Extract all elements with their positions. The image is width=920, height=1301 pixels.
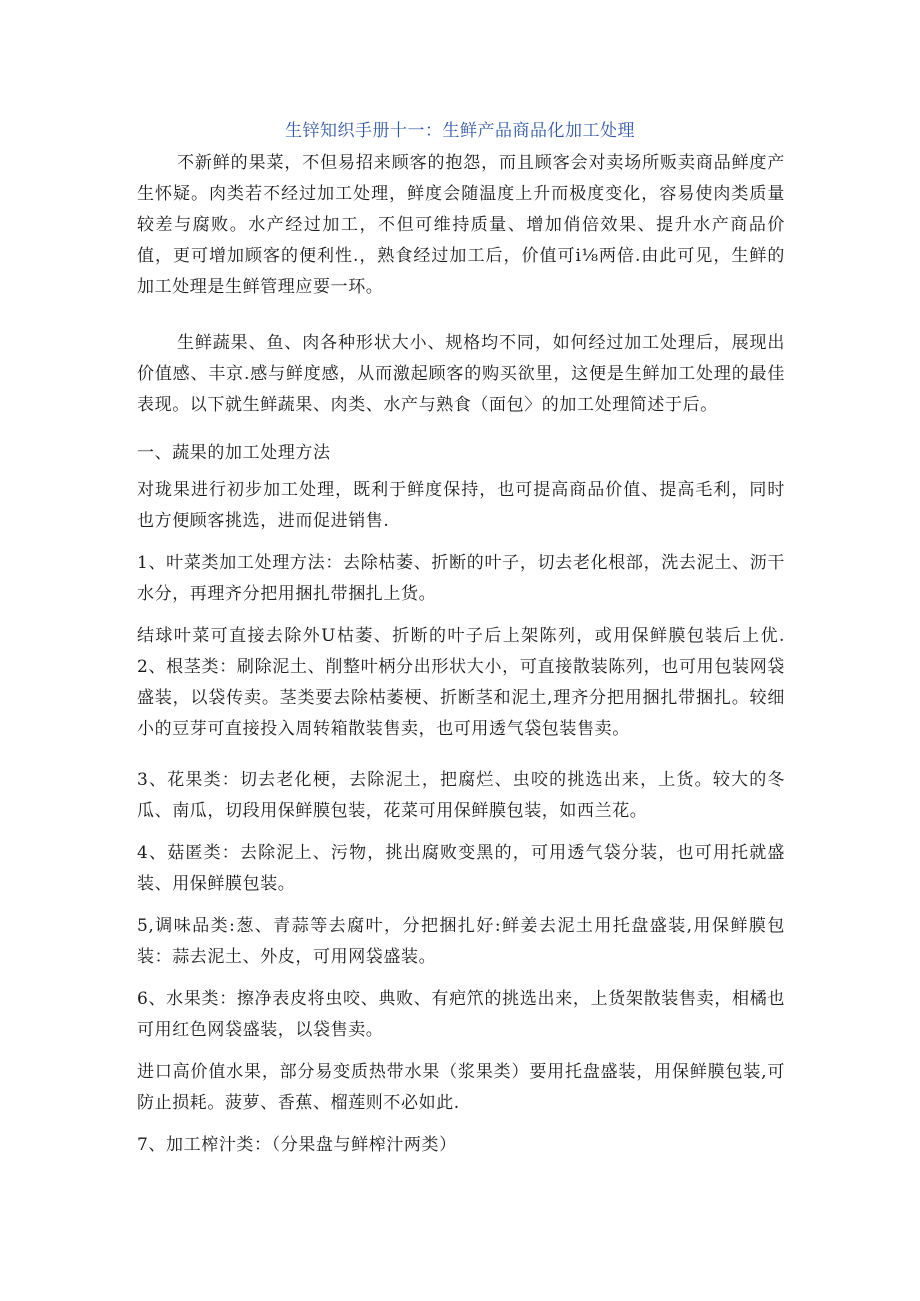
paragraph-flower-fruit: 3、花果类：切去老化梗，去除泥土，把腐烂、虫咬的挑选出来，上货。较大的冬瓜、南瓜，切段用保鲜膜包装，花菜可用保鲜膜包装，如西兰花。 (137, 770, 785, 821)
paragraph-imported-fruits: 进口高价值水果，部分易变质热带水果（浆果类）要用托盘盛装，用保鲜膜包装,可防止损耗。菠萝、香蕉、榴莲则不必如此. (137, 1062, 785, 1113)
paragraph-vegetables-intro: 对珑果进行初步加工处理，既利于鲜度保持，也可提高商品价值、提高毛利，同时也方便顾客挑选，进而促进销售. (137, 480, 785, 531)
paragraph-mushrooms: 4、菇匿类：去除泥上、污物，挑出腐败变黑的，可用透气袋分装，也可用托就盛装、用保鲜膜包装。 (137, 843, 785, 894)
paragraph-seasonings: 5,调味品类:葱、青蒜等去腐叶，分把捆扎好:鲜姜去泥土用托盘盛装,用保鲜膜包装：蒜去泥土、外皮，可用网袋盛装。 (137, 916, 785, 967)
paragraph-leafy-vegetables: 1、叶菜类加工处理方法：去除枯萎、折断的叶子，切去老化根部，洗去泥土、沥干水分，再理齐分把用捆扎带捆扎上货。 (137, 553, 785, 604)
section-heading-vegetables: 一、蔬果的加工处理方法 (137, 443, 331, 463)
paragraph-fruits: 6、水果类：擦净表皮将虫咬、典败、有疤笊的挑选出来，上货架散装售卖，相橘也可用红色网袋盛装，以袋售卖。 (137, 989, 785, 1040)
paragraph-root-vegetables: 结球叶菜可直接去除外U枯萎、折断的叶子后上架陈列，或用保鲜膜包装后上优. 2、根茎类：刷除泥土、削整叶柄分出形状大小，可直接散装陈列，也可用包装网袋盛装，以袋传卖。茎类要去除枯萎梗、折断茎和泥土,理齐分把用捆扎带捆扎。较细小的豆芽可直接投入周转箱散装售卖，也可用透气袋包装售卖。 (137, 626, 785, 739)
paragraph-juice: 7、加工榨汁类：（分果盘与鲜榨汁两类） (137, 1135, 457, 1155)
document-title: 生锌知织手册十一：生鲜产品商品化加工处理 (285, 121, 635, 141)
paragraph-overview: 生鲜蔬果、鱼、肉各种形状大小、规格均不同，如何经过加工处理后，展现出价值感、丰京.感与鲜度感，从而激起顾客的购买欲里，这便是生鲜加工处理的最佳表现。以下就生鲜蔬果、肉类、水产与熟食（面包〉的加工处理简述于后。 (137, 333, 785, 415)
paragraph-intro: 不新鲜的果菜，不但易招来顾客的抱怨，而且顾客会对卖场所贩卖商品鲜度产生怀疑。肉类若不经过加工处理，鲜度会随温度上升而极度变化，容易使肉类质量较差与腐败。水产经过加工，不但可维持质量、增加俏倍效果、提升水产商品价值，更可增加顾客的便利性.，熟食经过加工后，价值可i⅛两倍.由此可见，生鲜的加工处理是生鲜管理应要一环。 (137, 153, 785, 297)
